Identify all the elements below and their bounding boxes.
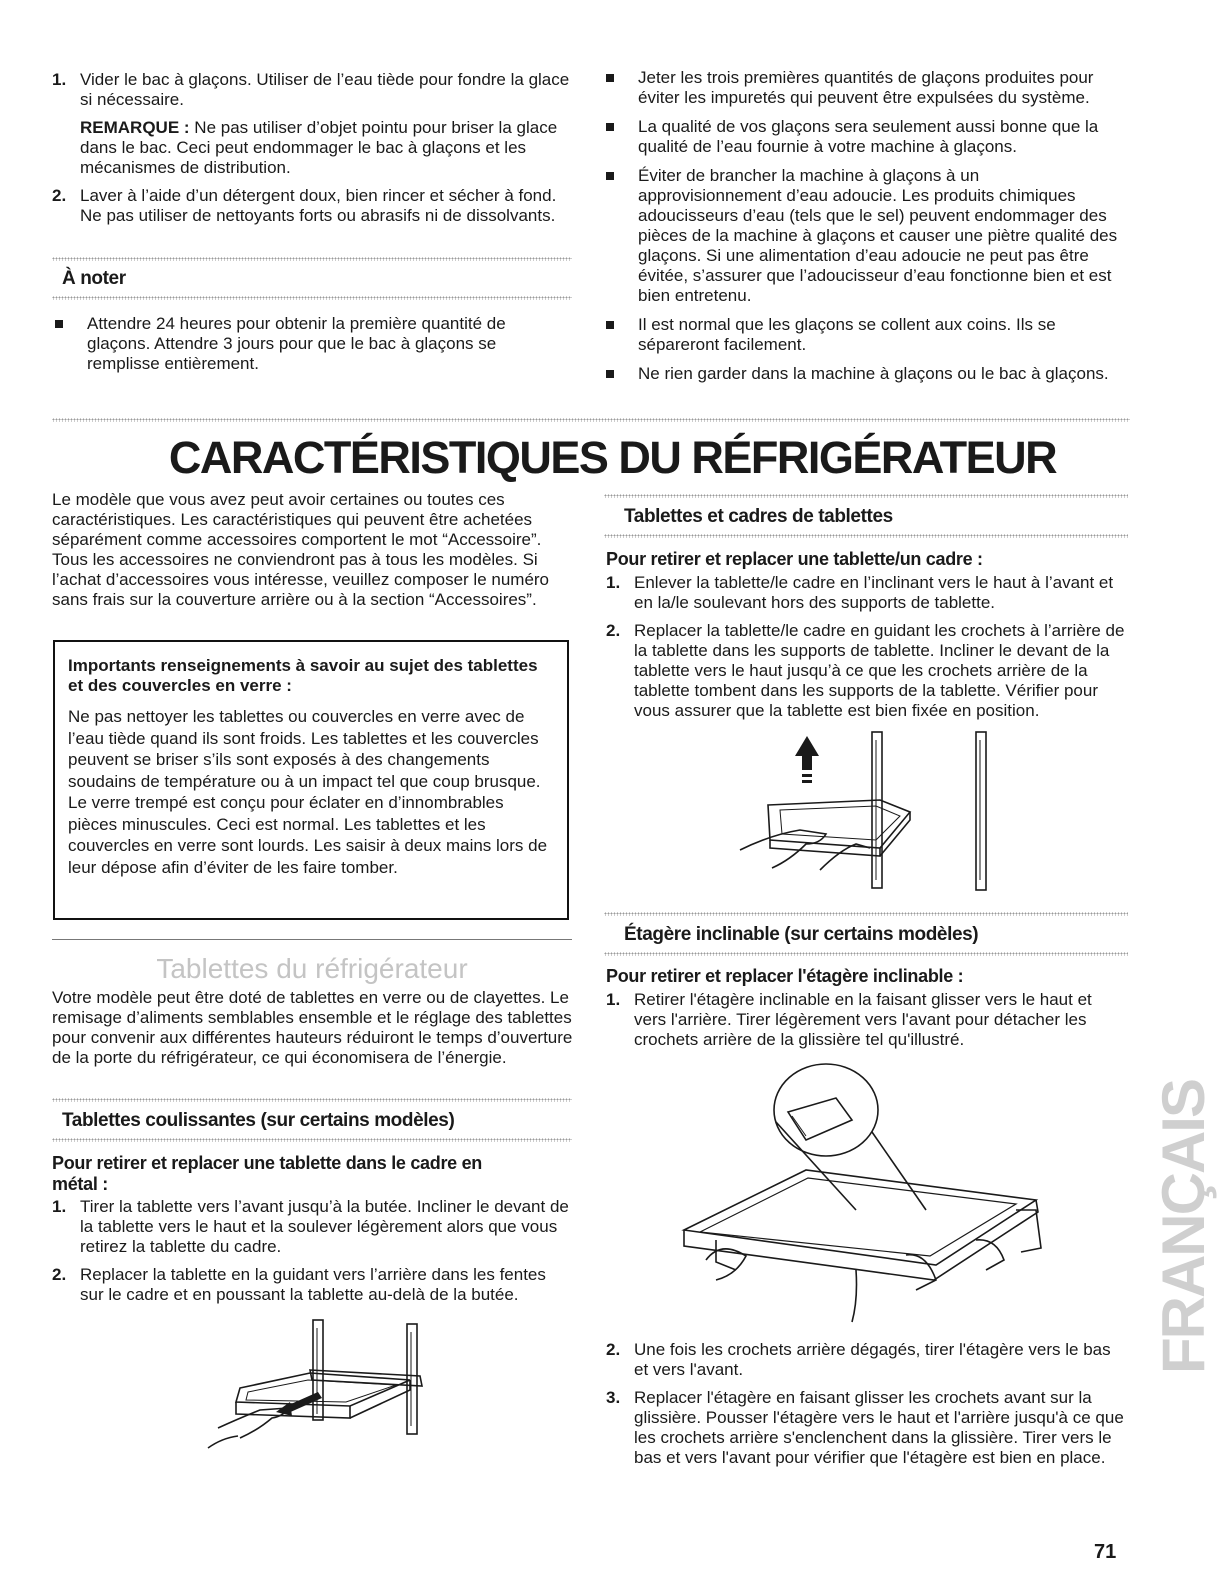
- tilt-heading: Étagère inclinable (sur certains modèles): [624, 924, 979, 945]
- intro-paragraph: Le modèle que vous avez peut avoir certaines ou toutes ces caractéristiques. Les caractéristiques qui peuvent être achetées séparément comme accessoires comportent le mot “Accessoire”. Tous les accessoires ne conviendront pas à tous les modèles. Si l’achat d’accessoires vous intéresse, veuillez composer le numéro sans frais sur la couverture arrière ou à la section “Accessoires”.: [52, 490, 550, 609]
- warning-heading: Importants renseignements à savoir au sujet des tablettes et des couvercles en verre :: [68, 656, 538, 695]
- warning-box: [53, 640, 569, 920]
- sliding-shelf-illustration: [200, 1318, 450, 1478]
- tilt-steps-after: [606, 1340, 1128, 1476]
- section-title: CARACTÉRISTIQUES DU RÉFRIGÉRATEUR: [168, 432, 1057, 483]
- frames-subheading: Pour retirer et replacer une tablette/un cadre :: [606, 549, 983, 569]
- frames-step: 2. Replacer la tablette/le cadre en guidant les crochets à l’arrière de la tablette dans les supports de tablette. Incliner le devant de la tablette vers le haut jusqu’à ce que les crochets arrière de la tablette tombent dans les supports de la tablette. Vérifier pour vous assurer que la tablette est bien fixée en position.: [606, 621, 1125, 720]
- language-tab: [1149, 1080, 1223, 1374]
- note-list: [55, 314, 555, 383]
- ice-bullet: Jeter les trois premières quantités de glaçons produites pour éviter les impuretés qui peuvent être expulsées du système.: [606, 68, 1126, 108]
- frames-heading: Tablettes et cadres de tablettes: [624, 506, 893, 527]
- note-bullet: Attendre 24 heures pour obtenir la première quantité de glaçons. Attendre 3 jours pour que le bac à glaçons se remplisse entièrement.: [55, 314, 555, 374]
- tilt-shelf-illustration: [676, 1060, 1066, 1330]
- shelf-frame-illustration: [730, 730, 1000, 892]
- shelves-text: Votre modèle peut être doté de tablettes en verre ou de clayettes. Le remisage d’aliments semblables ensemble et le réglage des tablettes pour convenir aux différentes hauteurs réduiront le temps d’ouverture de la porte du réfrigérateur, ce qui économisera de l’énergie.: [52, 988, 573, 1067]
- frames-step: 1. Enlever la tablette/le cadre en l’inclinant vers le haut à l’avant et en la/le soulevant hors des supports de tablette.: [606, 573, 1114, 612]
- ice-bullet: Ne rien garder dans la machine à glaçons ou le bac à glaçons.: [606, 364, 1126, 384]
- divider: [604, 494, 1128, 498]
- ice-bullet: Il est normal que les glaçons se collent aux coins. Ils se sépareront facilement.: [606, 315, 1126, 355]
- divider: [52, 939, 572, 940]
- arrow-up-icon: [795, 736, 819, 770]
- top-left-column: [52, 70, 574, 234]
- sliding-subheading: Pour retirer et replacer une tablette dans le cadre en métal :: [52, 1153, 482, 1194]
- tilt-subheading: Pour retirer et replacer l'étagère inclinable :: [606, 966, 964, 986]
- divider: [52, 1098, 572, 1102]
- ice-bullet: Éviter de brancher la machine à glaçons à un approvisionnement d’eau adoucie. Les produits chimiques adoucisseurs d’eau (tels que le sel) peuvent endommager des pièces de la machine à glaçons et causer une piètre qualité des glaçons. Si une alimentation d’eau adoucie ne peut pas être évitée, s’assurer que l’adoucisseur d’eau fonctionne bien et est bien entretenu.: [606, 166, 1126, 306]
- divider: [604, 912, 1128, 916]
- top-right-column: [606, 68, 1126, 393]
- frames-steps: [606, 573, 1128, 729]
- cleaning-step-2: 2. Laver à l’aide d’un détergent doux, bien rincer et sécher à fond. Ne pas utiliser de nettoyants forts ou abrasifs ni de dissolvants.: [52, 186, 557, 225]
- remark: REMARQUE : Ne pas utiliser d’objet pointu pour briser la glace dans le bac. Ceci peut endommager le bac à glaçons et les mécanismes de distribution.: [80, 118, 558, 177]
- sliding-step: 1. Tirer la tablette vers l’avant jusqu’à la butée. Incliner le devant de la tablette vers le haut et la soulever légèrement alors que vous retirez la tablette du cadre.: [52, 1197, 569, 1256]
- divider: [52, 1138, 572, 1142]
- sliding-step: 2. Replacer la tablette en la guidant vers l’arrière dans les fentes sur le cadre et en poussant la tablette au-delà de la butée.: [52, 1265, 546, 1304]
- cleaning-step-1: 1. Vider le bac à glaçons. Utiliser de l’eau tiède pour fondre la glace si nécessaire. REMARQUE : Ne pas utiliser d’objet pointu pour briser la glace dans le bac. Ceci peut endommager le bac à glaçons et les mécanismes de distribution.: [52, 70, 574, 178]
- divider: [52, 418, 1130, 422]
- divider: [604, 952, 1128, 956]
- ice-bullet: La qualité de vos glaçons sera seulement aussi bonne que la qualité de l’eau fournie à votre machine à glaçons.: [606, 117, 1126, 157]
- sliding-heading: Tablettes coulissantes (sur certains modèles): [62, 1110, 455, 1131]
- divider: [604, 534, 1128, 538]
- language-tab-text: FRANÇAIS: [1150, 1080, 1217, 1374]
- shelves-heading: Tablettes du réfrigérateur: [156, 953, 468, 984]
- page-number: 71: [1094, 1541, 1117, 1563]
- tilt-step: 3. Replacer l'étagère en faisant glisser les crochets avant sur la glissière. Pousser l'étagère vers le haut et l'arrière jusqu'à ce que les crochets arrière s'enclenchent dans la glissière. Tirer vers le bas et vers l'avant pour vérifier que l'étagère est bien en place.: [606, 1388, 1124, 1467]
- sliding-steps: [52, 1197, 574, 1313]
- tilt-step: 1. Retirer l'étagère inclinable en la faisant glisser vers le haut et vers l'arrière. Tirer légèrement vers l'avant pour détacher les crochets arrière de la glissière tel qu'illustré.: [606, 990, 1092, 1049]
- divider: [52, 296, 572, 300]
- divider: [52, 257, 572, 261]
- tilt-step: 2. Une fois les crochets arrière dégagés, tirer l'étagère vers le bas et vers l'avant.: [606, 1340, 1111, 1379]
- note-heading: À noter: [62, 268, 126, 289]
- tilt-step-1: [606, 990, 1128, 1058]
- warning-text: Ne pas nettoyer les tablettes ou couvercles en verre avec de l’eau tiède quand ils sont froids. Les tablettes et les couvercles peuvent se briser s’ils sont exposés à des changements soudains de température ou à un impact tel que coup brusque. Le verre trempé est conçu pour éclater en d’innombrables pièces minuscules. Ceci est normal. Les tablettes et les couvercles en verre sont lourds. Les saisir à deux mains lors de leur dépose afin d’éviter de les faire tomber.: [68, 707, 548, 877]
